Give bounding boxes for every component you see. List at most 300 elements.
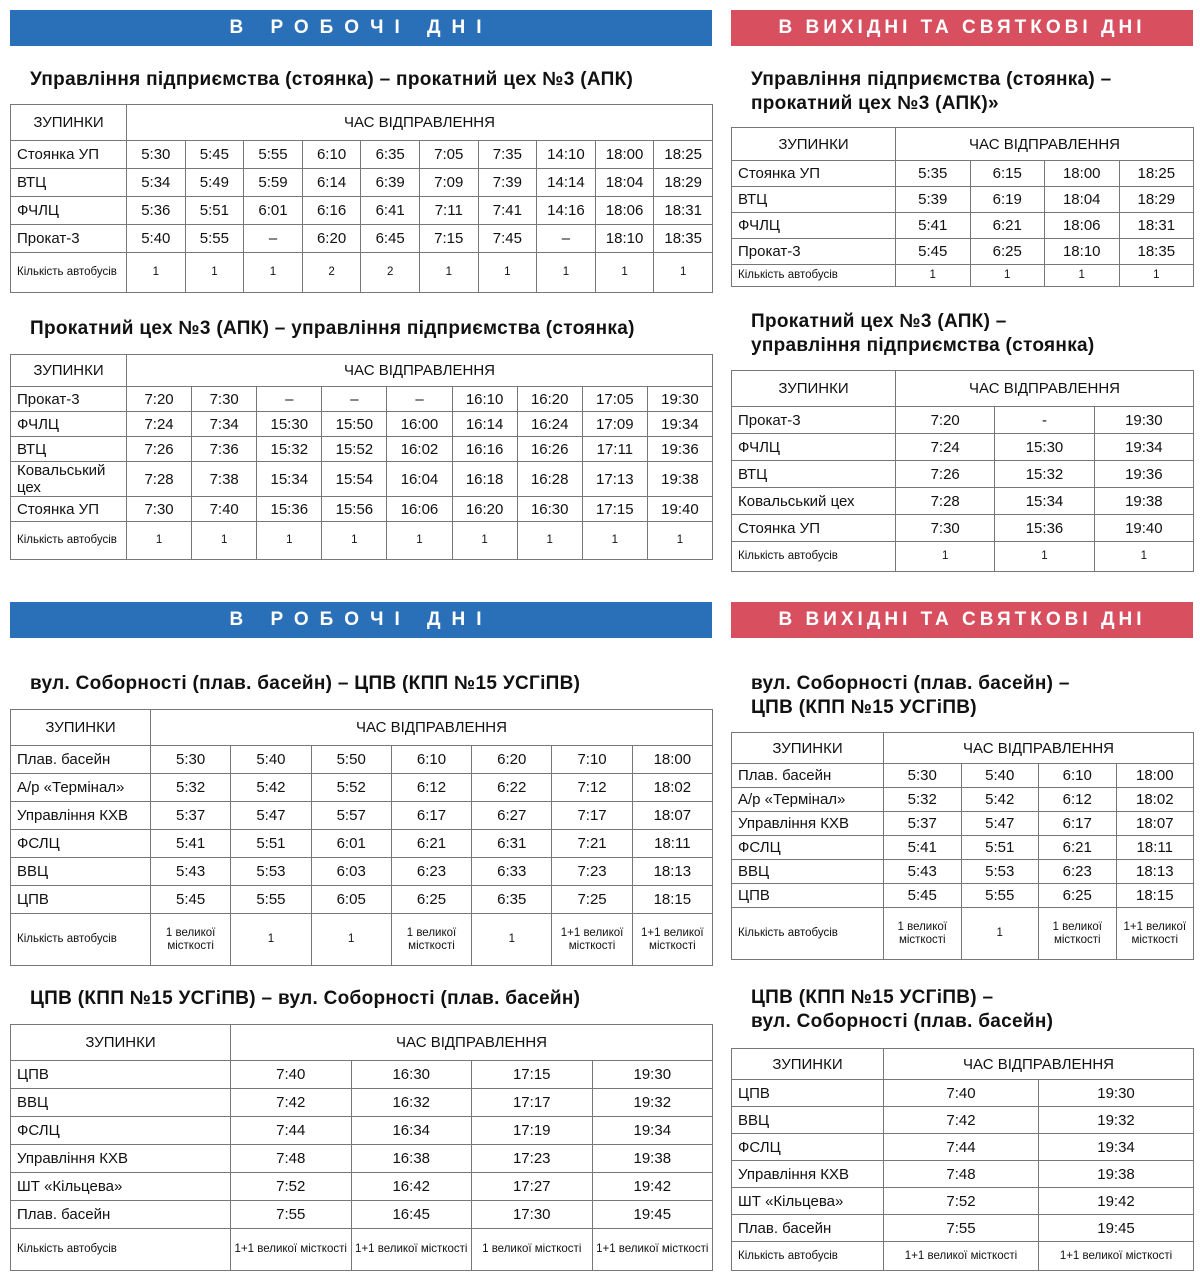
departure-time-cell: 6:05 [311, 886, 391, 914]
bus-count-label: Кількість автобусів [732, 542, 896, 572]
bus-count-cell: 1 [995, 542, 1094, 572]
bus-count-cell: 1+1 великої місткості [1039, 1242, 1194, 1271]
section-title-line: вул. Соборності (плав. басейн) [751, 1011, 1054, 1032]
departure-time-cell: 18:04 [595, 169, 654, 197]
stop-name: Прокат-3 [11, 225, 127, 253]
departure-time-cell: 15:32 [257, 437, 322, 462]
departure-time-cell: 6:25 [1039, 884, 1117, 908]
table-header-row [732, 128, 1194, 161]
bus-count-row [732, 1242, 1194, 1271]
departure-time-cell: 7:38 [192, 462, 257, 497]
stop-name: А/р «Термінал» [732, 788, 884, 812]
departure-time-cell: 5:45 [185, 141, 244, 169]
stop-name: Стоянка УП [732, 161, 896, 187]
table-header-row [732, 371, 1194, 407]
table-row [11, 746, 713, 774]
table-header-row [11, 105, 713, 141]
stop-name: Плав. басейн [732, 1215, 884, 1242]
departure-time-cell: 6:31 [472, 830, 552, 858]
departure-time-cell: 17:19 [472, 1117, 593, 1145]
departure-time-header: ЧАС ВІДПРАВЛЕННЯ [896, 128, 1194, 161]
departure-time-cell: 7:30 [896, 515, 995, 542]
departure-time-cell: 6:39 [361, 169, 420, 197]
departure-time-cell: 7:40 [231, 1061, 352, 1089]
departure-time-cell: 5:41 [896, 213, 971, 239]
departure-time-cell: 7:20 [127, 387, 192, 412]
departure-time-cell: 6:17 [391, 802, 471, 830]
departure-time-cell: 19:38 [1094, 488, 1193, 515]
table-row [11, 169, 713, 197]
bus-count-row [11, 253, 713, 293]
departure-time-header: ЧАС ВІДПРАВЛЕННЯ [884, 1049, 1194, 1080]
departure-time-cell: 19:42 [592, 1173, 713, 1201]
stop-name: ЦПВ [11, 1061, 231, 1089]
weekends-banner-top: В ВИХІДНІ ТА СВЯТКОВІ ДНІ [731, 10, 1193, 46]
bus-count-cell: 1+1 великої місткості [592, 1229, 713, 1271]
section-title-line: прокатний цех №3 (АПК)» [751, 93, 999, 114]
departure-time-cell: 15:30 [257, 412, 322, 437]
bus-count-cell: 1 [896, 265, 971, 287]
departure-time-cell: 5:35 [896, 161, 971, 187]
stop-name: ФСЛЦ [11, 1117, 231, 1145]
departure-time-cell: 7:09 [419, 169, 478, 197]
departure-time-cell: 6:22 [472, 774, 552, 802]
departure-time-cell: 15:32 [995, 461, 1094, 488]
departure-time-cell: 17:13 [582, 462, 647, 497]
departure-time-cell: 5:30 [151, 746, 231, 774]
bus-count-label: Кількість автобусів [11, 253, 127, 293]
stop-name: ВВЦ [11, 1089, 231, 1117]
table-row [732, 434, 1194, 461]
departure-time-cell: 7:30 [127, 497, 192, 522]
departure-time-cell: 18:10 [595, 225, 654, 253]
departure-time-cell: 5:40 [127, 225, 186, 253]
departure-time-cell: 6:23 [1039, 860, 1117, 884]
departure-time-cell: 19:34 [592, 1117, 713, 1145]
bus-count-label: Кількість автобусів [732, 1242, 884, 1271]
departure-time-cell: 16:30 [351, 1061, 472, 1089]
departure-time-cell: 6:27 [472, 802, 552, 830]
departure-time-cell: 18:15 [1116, 884, 1194, 908]
bus-count-cell: 1 [472, 914, 552, 966]
bus-count-cell: 1 [322, 522, 387, 560]
stops-header: ЗУПИНКИ [11, 355, 127, 387]
bus-count-cell: 1 [654, 253, 713, 293]
schedule-table [10, 354, 713, 560]
departure-time-cell: 5:37 [884, 812, 962, 836]
departure-time-cell: 15:34 [995, 488, 1094, 515]
departure-time-cell: 16:28 [517, 462, 582, 497]
departure-time-cell: 6:23 [391, 858, 471, 886]
stop-name: ВВЦ [732, 1107, 884, 1134]
schedule-table [731, 127, 1194, 287]
stop-name: ШТ «Кільцева» [11, 1173, 231, 1201]
bus-count-cell: 1+1 великої місткості [632, 914, 712, 966]
departure-time-cell: - [995, 407, 1094, 434]
departure-time-cell: 18:00 [1045, 161, 1120, 187]
table-row [732, 461, 1194, 488]
departure-time-cell: – [387, 387, 452, 412]
departure-time-cell: 7:26 [896, 461, 995, 488]
departure-time-cell: 18:06 [1045, 213, 1120, 239]
departure-time-cell: 15:36 [995, 515, 1094, 542]
departure-time-cell: 6:01 [244, 197, 303, 225]
departure-time-cell: 5:32 [884, 788, 962, 812]
departure-time-cell: 18:35 [1119, 239, 1194, 265]
departure-time-cell: 18:15 [632, 886, 712, 914]
departure-time-cell: 7:24 [896, 434, 995, 461]
bus-count-cell: 1 [387, 522, 452, 560]
departure-time-cell: 7:28 [127, 462, 192, 497]
schedule-table [10, 709, 713, 966]
departure-time-cell: 16:30 [517, 497, 582, 522]
bus-count-cell: 1 [127, 253, 186, 293]
stop-name: ЦПВ [732, 1080, 884, 1107]
departure-time-cell: 6:33 [472, 858, 552, 886]
table-row [732, 1134, 1194, 1161]
bus-count-cell: 1 [192, 522, 257, 560]
stop-name: Управління КХВ [732, 1161, 884, 1188]
bus-count-cell: 1 великої місткості [151, 914, 231, 966]
departure-time-cell: 15:50 [322, 412, 387, 437]
departure-time-cell: 6:10 [1039, 764, 1117, 788]
stops-header: ЗУПИНКИ [732, 1049, 884, 1080]
departure-time-cell: 6:20 [302, 225, 361, 253]
departure-time-cell: 19:30 [647, 387, 712, 412]
bus-count-cell: 1+1 великої місткості [1116, 908, 1194, 960]
departure-time-cell: 6:19 [970, 187, 1045, 213]
departure-time-cell: 18:04 [1045, 187, 1120, 213]
departure-time-cell: 18:07 [1116, 812, 1194, 836]
table-row [11, 197, 713, 225]
schedule-table [731, 370, 1194, 572]
departure-time-cell: 18:29 [654, 169, 713, 197]
stop-name: ФЧЛЦ [11, 197, 127, 225]
table-row [732, 407, 1194, 434]
departure-time-cell: 19:36 [1094, 461, 1193, 488]
departure-time-cell: 6:35 [361, 141, 420, 169]
section-title-line: управління підприємства (стоянка) [751, 335, 1095, 356]
table-row [11, 830, 713, 858]
departure-time-cell: – [322, 387, 387, 412]
bus-count-cell: 1+1 великої місткості [552, 914, 632, 966]
section-title [751, 672, 1070, 720]
departure-time-cell: 5:59 [244, 169, 303, 197]
departure-time-cell: 6:12 [1039, 788, 1117, 812]
bus-count-cell: 1 [1045, 265, 1120, 287]
departure-time-cell: 18:35 [654, 225, 713, 253]
stop-name: ФСЛЦ [11, 830, 151, 858]
table-row [732, 812, 1194, 836]
departure-time-cell: 16:10 [452, 387, 517, 412]
departure-time-cell: 18:02 [1116, 788, 1194, 812]
departure-time-cell: 16:24 [517, 412, 582, 437]
stop-name: ЦПВ [732, 884, 884, 908]
bus-count-cell: 1 великої місткості [884, 908, 962, 960]
stop-name: Ковальський цех [732, 488, 896, 515]
departure-time-cell: 7:12 [552, 774, 632, 802]
table-row [11, 1145, 713, 1173]
table-row [11, 802, 713, 830]
table-header-row [732, 1049, 1194, 1080]
departure-time-cell: 16:04 [387, 462, 452, 497]
stop-name: Управління КХВ [11, 802, 151, 830]
bus-count-cell: 2 [302, 253, 361, 293]
bus-count-cell: 1 [537, 253, 596, 293]
departure-time-cell: 14:16 [537, 197, 596, 225]
weekends-banner-bottom: В ВИХІДНІ ТА СВЯТКОВІ ДНІ [731, 602, 1193, 638]
departure-time-cell: – [537, 225, 596, 253]
workdays-banner-top: В РОБОЧІ ДНІ [10, 10, 712, 46]
table-row [732, 836, 1194, 860]
departure-time-cell: 7:55 [884, 1215, 1039, 1242]
stop-name: Плав. басейн [11, 1201, 231, 1229]
departure-time-cell: 5:32 [151, 774, 231, 802]
stops-header: ЗУПИНКИ [11, 105, 127, 141]
departure-time-cell: 15:52 [322, 437, 387, 462]
departure-time-cell: 7:28 [896, 488, 995, 515]
table-row [732, 1215, 1194, 1242]
departure-time-cell: 5:51 [231, 830, 311, 858]
section-title-line: ЦПВ (КПП №15 УСГіПВ) [751, 697, 977, 718]
table-header-row [732, 733, 1194, 764]
departure-time-cell: 6:35 [472, 886, 552, 914]
departure-time-cell: 6:03 [311, 858, 391, 886]
section-title-line: Прокатний цех №3 (АПК) – [751, 311, 1007, 332]
departure-time-cell: 6:10 [391, 746, 471, 774]
departure-time-cell: 7:15 [419, 225, 478, 253]
departure-time-cell: 7:44 [884, 1134, 1039, 1161]
stop-name: ВВЦ [11, 858, 151, 886]
departure-time-cell: 18:13 [632, 858, 712, 886]
departure-time-cell: 5:53 [961, 860, 1039, 884]
departure-time-cell: 5:50 [311, 746, 391, 774]
departure-time-cell: 17:23 [472, 1145, 593, 1173]
departure-time-cell: 7:25 [552, 886, 632, 914]
departure-time-cell: 5:30 [884, 764, 962, 788]
departure-time-cell: 19:30 [1039, 1080, 1194, 1107]
departure-time-cell: – [244, 225, 303, 253]
departure-time-cell: 7:21 [552, 830, 632, 858]
departure-time-cell: 18:29 [1119, 187, 1194, 213]
departure-time-cell: 6:17 [1039, 812, 1117, 836]
departure-time-cell: 17:11 [582, 437, 647, 462]
departure-time-cell: 19:38 [592, 1145, 713, 1173]
bus-count-cell: 1 [647, 522, 712, 560]
departure-time-cell: 7:55 [231, 1201, 352, 1229]
stop-name: Ковальський цех [11, 462, 127, 497]
departure-time-cell: 6:45 [361, 225, 420, 253]
stop-name: ВТЦ [11, 169, 127, 197]
departure-time-cell: 5:55 [244, 141, 303, 169]
departure-time-cell: 7:05 [419, 141, 478, 169]
departure-time-cell: 7:26 [127, 437, 192, 462]
departure-time-cell: 7:40 [192, 497, 257, 522]
departure-time-cell: 19:38 [647, 462, 712, 497]
bus-count-cell: 1 [896, 542, 995, 572]
departure-time-cell: 17:17 [472, 1089, 593, 1117]
departure-time-cell: 18:00 [595, 141, 654, 169]
departure-time-cell: 7:23 [552, 858, 632, 886]
bus-count-cell: 1 великої місткості [472, 1229, 593, 1271]
departure-time-cell: 5:36 [127, 197, 186, 225]
bus-count-cell: 1 [478, 253, 537, 293]
departure-time-cell: 17:09 [582, 412, 647, 437]
table-row [11, 387, 713, 412]
schedule-table [731, 1048, 1194, 1271]
departure-time-cell: 6:01 [311, 830, 391, 858]
bus-count-row [732, 908, 1194, 960]
departure-time-cell: 16:20 [517, 387, 582, 412]
bus-count-cell: 1 [127, 522, 192, 560]
departure-time-cell: 16:45 [351, 1201, 472, 1229]
stop-name: ФЧЛЦ [11, 412, 127, 437]
departure-time-cell: 7:34 [192, 412, 257, 437]
departure-time-cell: 18:07 [632, 802, 712, 830]
departure-time-cell: 7:40 [884, 1080, 1039, 1107]
table-row [732, 187, 1194, 213]
bus-count-cell: 1+1 великої місткості [231, 1229, 352, 1271]
departure-time-cell: 17:27 [472, 1173, 593, 1201]
bus-count-row [732, 265, 1194, 287]
departure-time-cell: 5:41 [151, 830, 231, 858]
section-title: ЦПВ (КПП №15 УСГіПВ) – вул. Соборності (плав. басейн) [30, 988, 581, 1009]
bus-count-cell: 1 [231, 914, 311, 966]
departure-time-cell: 16:18 [452, 462, 517, 497]
departure-time-cell: 5:45 [896, 239, 971, 265]
table-row [732, 884, 1194, 908]
departure-time-cell: 19:34 [1039, 1134, 1194, 1161]
table-row [11, 1117, 713, 1145]
departure-time-cell: 7:45 [478, 225, 537, 253]
stop-name: ВВЦ [732, 860, 884, 884]
departure-time-cell: 5:55 [185, 225, 244, 253]
departure-time-cell: 19:38 [1039, 1161, 1194, 1188]
bus-count-label: Кількість автобусів [732, 908, 884, 960]
departure-time-cell: 19:32 [592, 1089, 713, 1117]
departure-time-cell: 6:41 [361, 197, 420, 225]
table-row [11, 225, 713, 253]
schedule-table [10, 1024, 713, 1271]
table-row [732, 515, 1194, 542]
bus-count-cell: 1 [311, 914, 391, 966]
departure-time-cell: 6:14 [302, 169, 361, 197]
departure-time-cell: 5:45 [151, 886, 231, 914]
departure-time-cell: 6:25 [970, 239, 1045, 265]
departure-time-cell: 7:17 [552, 802, 632, 830]
departure-time-cell: 16:16 [452, 437, 517, 462]
bus-count-cell: 1+1 великої місткості [351, 1229, 472, 1271]
departure-time-cell: 5:41 [884, 836, 962, 860]
table-row [732, 161, 1194, 187]
departure-time-cell: 18:31 [654, 197, 713, 225]
stop-name: ВТЦ [732, 461, 896, 488]
departure-time-header: ЧАС ВІДПРАВЛЕННЯ [231, 1025, 713, 1061]
departure-time-cell: 6:10 [302, 141, 361, 169]
departure-time-cell: 19:45 [1039, 1215, 1194, 1242]
departure-time-cell: 18:25 [654, 141, 713, 169]
departure-time-cell: 5:57 [311, 802, 391, 830]
departure-time-header: ЧАС ВІДПРАВЛЕННЯ [127, 355, 713, 387]
departure-time-cell: 19:40 [647, 497, 712, 522]
departure-time-cell: 5:49 [185, 169, 244, 197]
departure-time-cell: 15:36 [257, 497, 322, 522]
departure-time-cell: 6:21 [970, 213, 1045, 239]
bus-count-row [11, 914, 713, 966]
bus-count-cell: 1 [595, 253, 654, 293]
stop-name: Управління КХВ [11, 1145, 231, 1173]
departure-time-cell: 5:47 [231, 802, 311, 830]
bus-count-cell: 1 [244, 253, 303, 293]
departure-time-cell: 19:40 [1094, 515, 1193, 542]
departure-time-cell: 5:47 [961, 812, 1039, 836]
table-row [11, 1089, 713, 1117]
stop-name: ФЧЛЦ [732, 213, 896, 239]
section-title: Управління підприємства (стоянка) – прокатний цех №3 (АПК) [30, 69, 634, 90]
departure-time-cell: 15:30 [995, 434, 1094, 461]
departure-time-cell: 16:00 [387, 412, 452, 437]
bus-count-cell: 1 великої місткості [1039, 908, 1117, 960]
workdays-banner-bottom: В РОБОЧІ ДНІ [10, 602, 712, 638]
departure-time-cell: 16:32 [351, 1089, 472, 1117]
table-header-row [11, 710, 713, 746]
stop-name: Плав. басейн [11, 746, 151, 774]
departure-time-cell: 17:30 [472, 1201, 593, 1229]
departure-time-cell: 7:20 [896, 407, 995, 434]
departure-time-cell: 7:36 [192, 437, 257, 462]
stops-header: ЗУПИНКИ [732, 733, 884, 764]
departure-time-cell: 7:52 [231, 1173, 352, 1201]
departure-time-cell: 7:30 [192, 387, 257, 412]
departure-time-header: ЧАС ВІДПРАВЛЕННЯ [896, 371, 1194, 407]
stop-name: Прокат-3 [732, 239, 896, 265]
table-row [11, 1173, 713, 1201]
bus-count-label: Кількість автобусів [11, 914, 151, 966]
stop-name: Прокат-3 [732, 407, 896, 434]
departure-time-cell: 5:40 [231, 746, 311, 774]
departure-time-cell: 19:36 [647, 437, 712, 462]
bus-count-cell: 1 [582, 522, 647, 560]
table-row [11, 858, 713, 886]
departure-time-cell: 6:21 [391, 830, 471, 858]
table-row [732, 239, 1194, 265]
departure-time-cell: 7:41 [478, 197, 537, 225]
departure-time-cell: 18:13 [1116, 860, 1194, 884]
departure-time-cell: 16:26 [517, 437, 582, 462]
table-row [11, 1201, 713, 1229]
departure-time-cell: 15:56 [322, 497, 387, 522]
departure-time-cell: 7:24 [127, 412, 192, 437]
bus-count-cell: 1 [961, 908, 1039, 960]
bus-count-row [11, 1229, 713, 1271]
departure-time-cell: 18:31 [1119, 213, 1194, 239]
bus-count-label: Кількість автобусів [732, 265, 896, 287]
table-row [11, 437, 713, 462]
stops-header: ЗУПИНКИ [732, 371, 896, 407]
bus-count-cell: 1 [1119, 265, 1194, 287]
departure-time-cell: 14:10 [537, 141, 596, 169]
departure-time-cell: 15:54 [322, 462, 387, 497]
table-row [732, 488, 1194, 515]
departure-time-cell: 16:14 [452, 412, 517, 437]
departure-time-cell: 16:02 [387, 437, 452, 462]
departure-time-cell: 18:00 [632, 746, 712, 774]
table-row [11, 886, 713, 914]
stop-name: Стоянка УП [732, 515, 896, 542]
departure-time-cell: 19:45 [592, 1201, 713, 1229]
departure-time-cell: 19:32 [1039, 1107, 1194, 1134]
bus-count-cell: 1 [517, 522, 582, 560]
